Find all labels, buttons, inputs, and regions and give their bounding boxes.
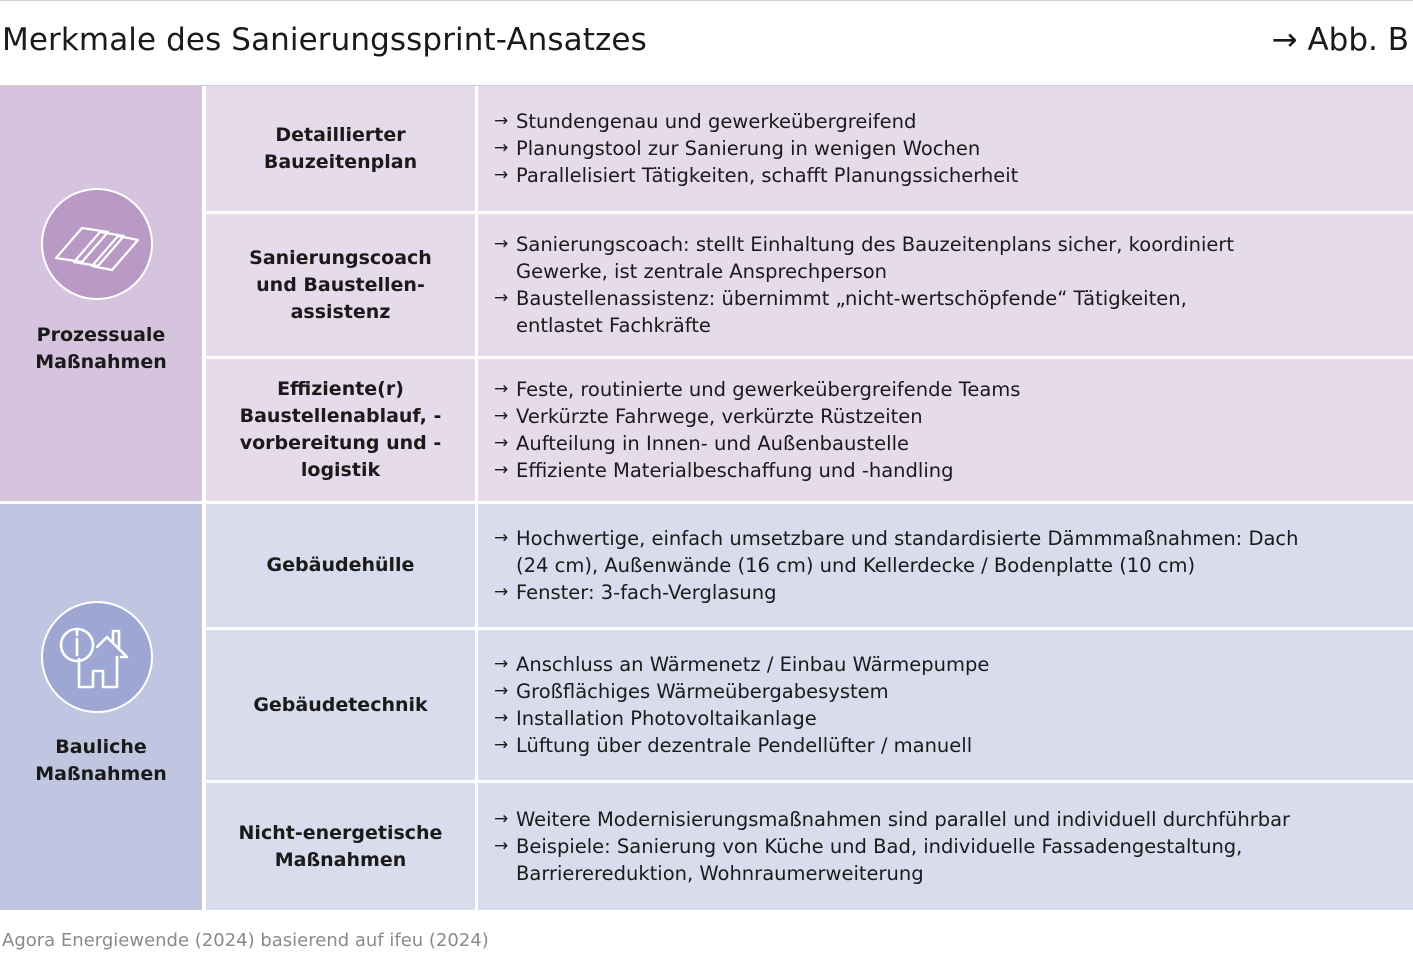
arrow-icon: → bbox=[494, 379, 509, 399]
arrow-icon: → bbox=[494, 433, 509, 453]
table-row bbox=[206, 86, 1413, 211]
arrow-icon: → bbox=[494, 406, 509, 426]
bullet-item: → Beispiele: Sanierung von Küche und Bad, individuelle Fassadengestaltung, Barrierereduktion, Wohnraumerweiterung bbox=[494, 835, 1243, 885]
layers-icon bbox=[41, 188, 153, 300]
arrow-icon: → bbox=[494, 288, 509, 308]
row-content bbox=[478, 359, 1413, 501]
bullet-item: → Effiziente Materialbeschaffung und -handling bbox=[494, 459, 954, 482]
header bbox=[0, 18, 1413, 66]
arrow-icon: → bbox=[494, 528, 509, 548]
page-title: Merkmale des Sanierungssprint-Ansatzes bbox=[2, 22, 647, 58]
table-row bbox=[206, 504, 1413, 627]
bullet-item: → Feste, routinierte und gewerkeübergreifende Teams bbox=[494, 378, 1021, 401]
bullet-item: → Parallelisiert Tätigkeiten, schafft Planungssicherheit bbox=[494, 164, 1019, 187]
arrow-icon: → bbox=[494, 460, 509, 480]
bullet-item: → Installation Photovoltaikanlage bbox=[494, 707, 817, 730]
bullet-item: → Sanierungscoach: stellt Einhaltung des Bauzeitenplans sicher, koordiniert Gewerke, ist zentrale Ansprechperson bbox=[494, 233, 1235, 283]
row-content bbox=[478, 630, 1413, 780]
figure-reference: → Abb. B bbox=[1271, 22, 1409, 58]
arrow-icon: → bbox=[494, 582, 509, 602]
arrow-icon: → bbox=[494, 836, 509, 856]
bullet-item: → Großflächiges Wärmeübergabesystem bbox=[494, 680, 889, 703]
arrow-icon: → bbox=[494, 681, 509, 701]
table-row bbox=[206, 783, 1413, 910]
row-label: Detaillierter Bauzeitenplan bbox=[206, 86, 475, 211]
bullet-item: → Anschluss an Wärmenetz / Einbau Wärmepumpe bbox=[494, 653, 990, 676]
arrow-icon: → bbox=[494, 234, 509, 254]
table-row bbox=[206, 214, 1413, 356]
table-row bbox=[206, 359, 1413, 501]
row-content bbox=[478, 504, 1413, 627]
arrow-icon: → bbox=[494, 654, 509, 674]
bullet-item: → Fenster: 3-fach-Verglasung bbox=[494, 581, 777, 604]
category-label-line: Maßnahmen bbox=[35, 763, 167, 785]
row-label: Effiziente(r) Baustellenablauf, -vorbereitung und -logistik bbox=[206, 359, 475, 501]
source-note: Agora Energiewende (2024) basierend auf ifeu (2024) bbox=[2, 930, 489, 951]
arrow-icon: → bbox=[494, 111, 509, 131]
row-label: Sanierungscoach und Baustellen-assistenz bbox=[206, 214, 475, 356]
category-cell bbox=[0, 504, 202, 910]
arrow-icon: → bbox=[494, 708, 509, 728]
row-label: Nicht-energetische Maßnahmen bbox=[206, 783, 475, 910]
bullet-item: → Verkürzte Fahrwege, verkürzte Rüstzeiten bbox=[494, 405, 923, 428]
row-label: Gebäudehülle bbox=[206, 504, 475, 627]
group-bauliche bbox=[0, 504, 1413, 910]
arrow-icon: → bbox=[494, 735, 509, 755]
arrow-icon: → bbox=[494, 138, 509, 158]
row-content bbox=[478, 783, 1413, 910]
bullet-item: → Aufteilung in Innen- und Außenbaustelle bbox=[494, 432, 909, 455]
arrow-icon: → bbox=[494, 165, 509, 185]
bullet-item: → Planungstool zur Sanierung in wenigen Wochen bbox=[494, 137, 981, 160]
category-label bbox=[0, 322, 202, 376]
category-cell bbox=[0, 86, 202, 501]
row-content bbox=[478, 86, 1413, 211]
table-row bbox=[206, 630, 1413, 780]
category-label-line: Prozessuale bbox=[36, 324, 166, 346]
category-label bbox=[0, 734, 202, 788]
row-label: Gebäudetechnik bbox=[206, 630, 475, 780]
category-label-line: Maßnahmen bbox=[35, 351, 167, 373]
category-label-line: Bauliche bbox=[55, 736, 147, 758]
bullet-item: → Baustellenassistenz: übernimmt „nicht-wertschöpfende“ Tätigkeiten, entlastet Fachkräfte bbox=[494, 287, 1187, 337]
bullet-item: → Stundengenau und gewerkeübergreifend bbox=[494, 110, 917, 133]
bullet-item: → Hochwertige, einfach umsetzbare und standardisierte Dämmmaßnahmen: Dach (24 cm), Außenwände (16 cm) und Kellerdecke / Bodenplatte (10 cm) bbox=[494, 527, 1299, 577]
arrow-icon: → bbox=[494, 809, 509, 829]
bullet-item: → Lüftung über dezentrale Pendellüfter / manuell bbox=[494, 734, 973, 757]
row-content bbox=[478, 214, 1413, 356]
group-prozessuale bbox=[0, 86, 1413, 501]
top-rule bbox=[0, 0, 1413, 1]
house-wrench-icon bbox=[41, 601, 153, 713]
bullet-item: → Weitere Modernisierungsmaßnahmen sind parallel und individuell durchführbar bbox=[494, 808, 1291, 831]
